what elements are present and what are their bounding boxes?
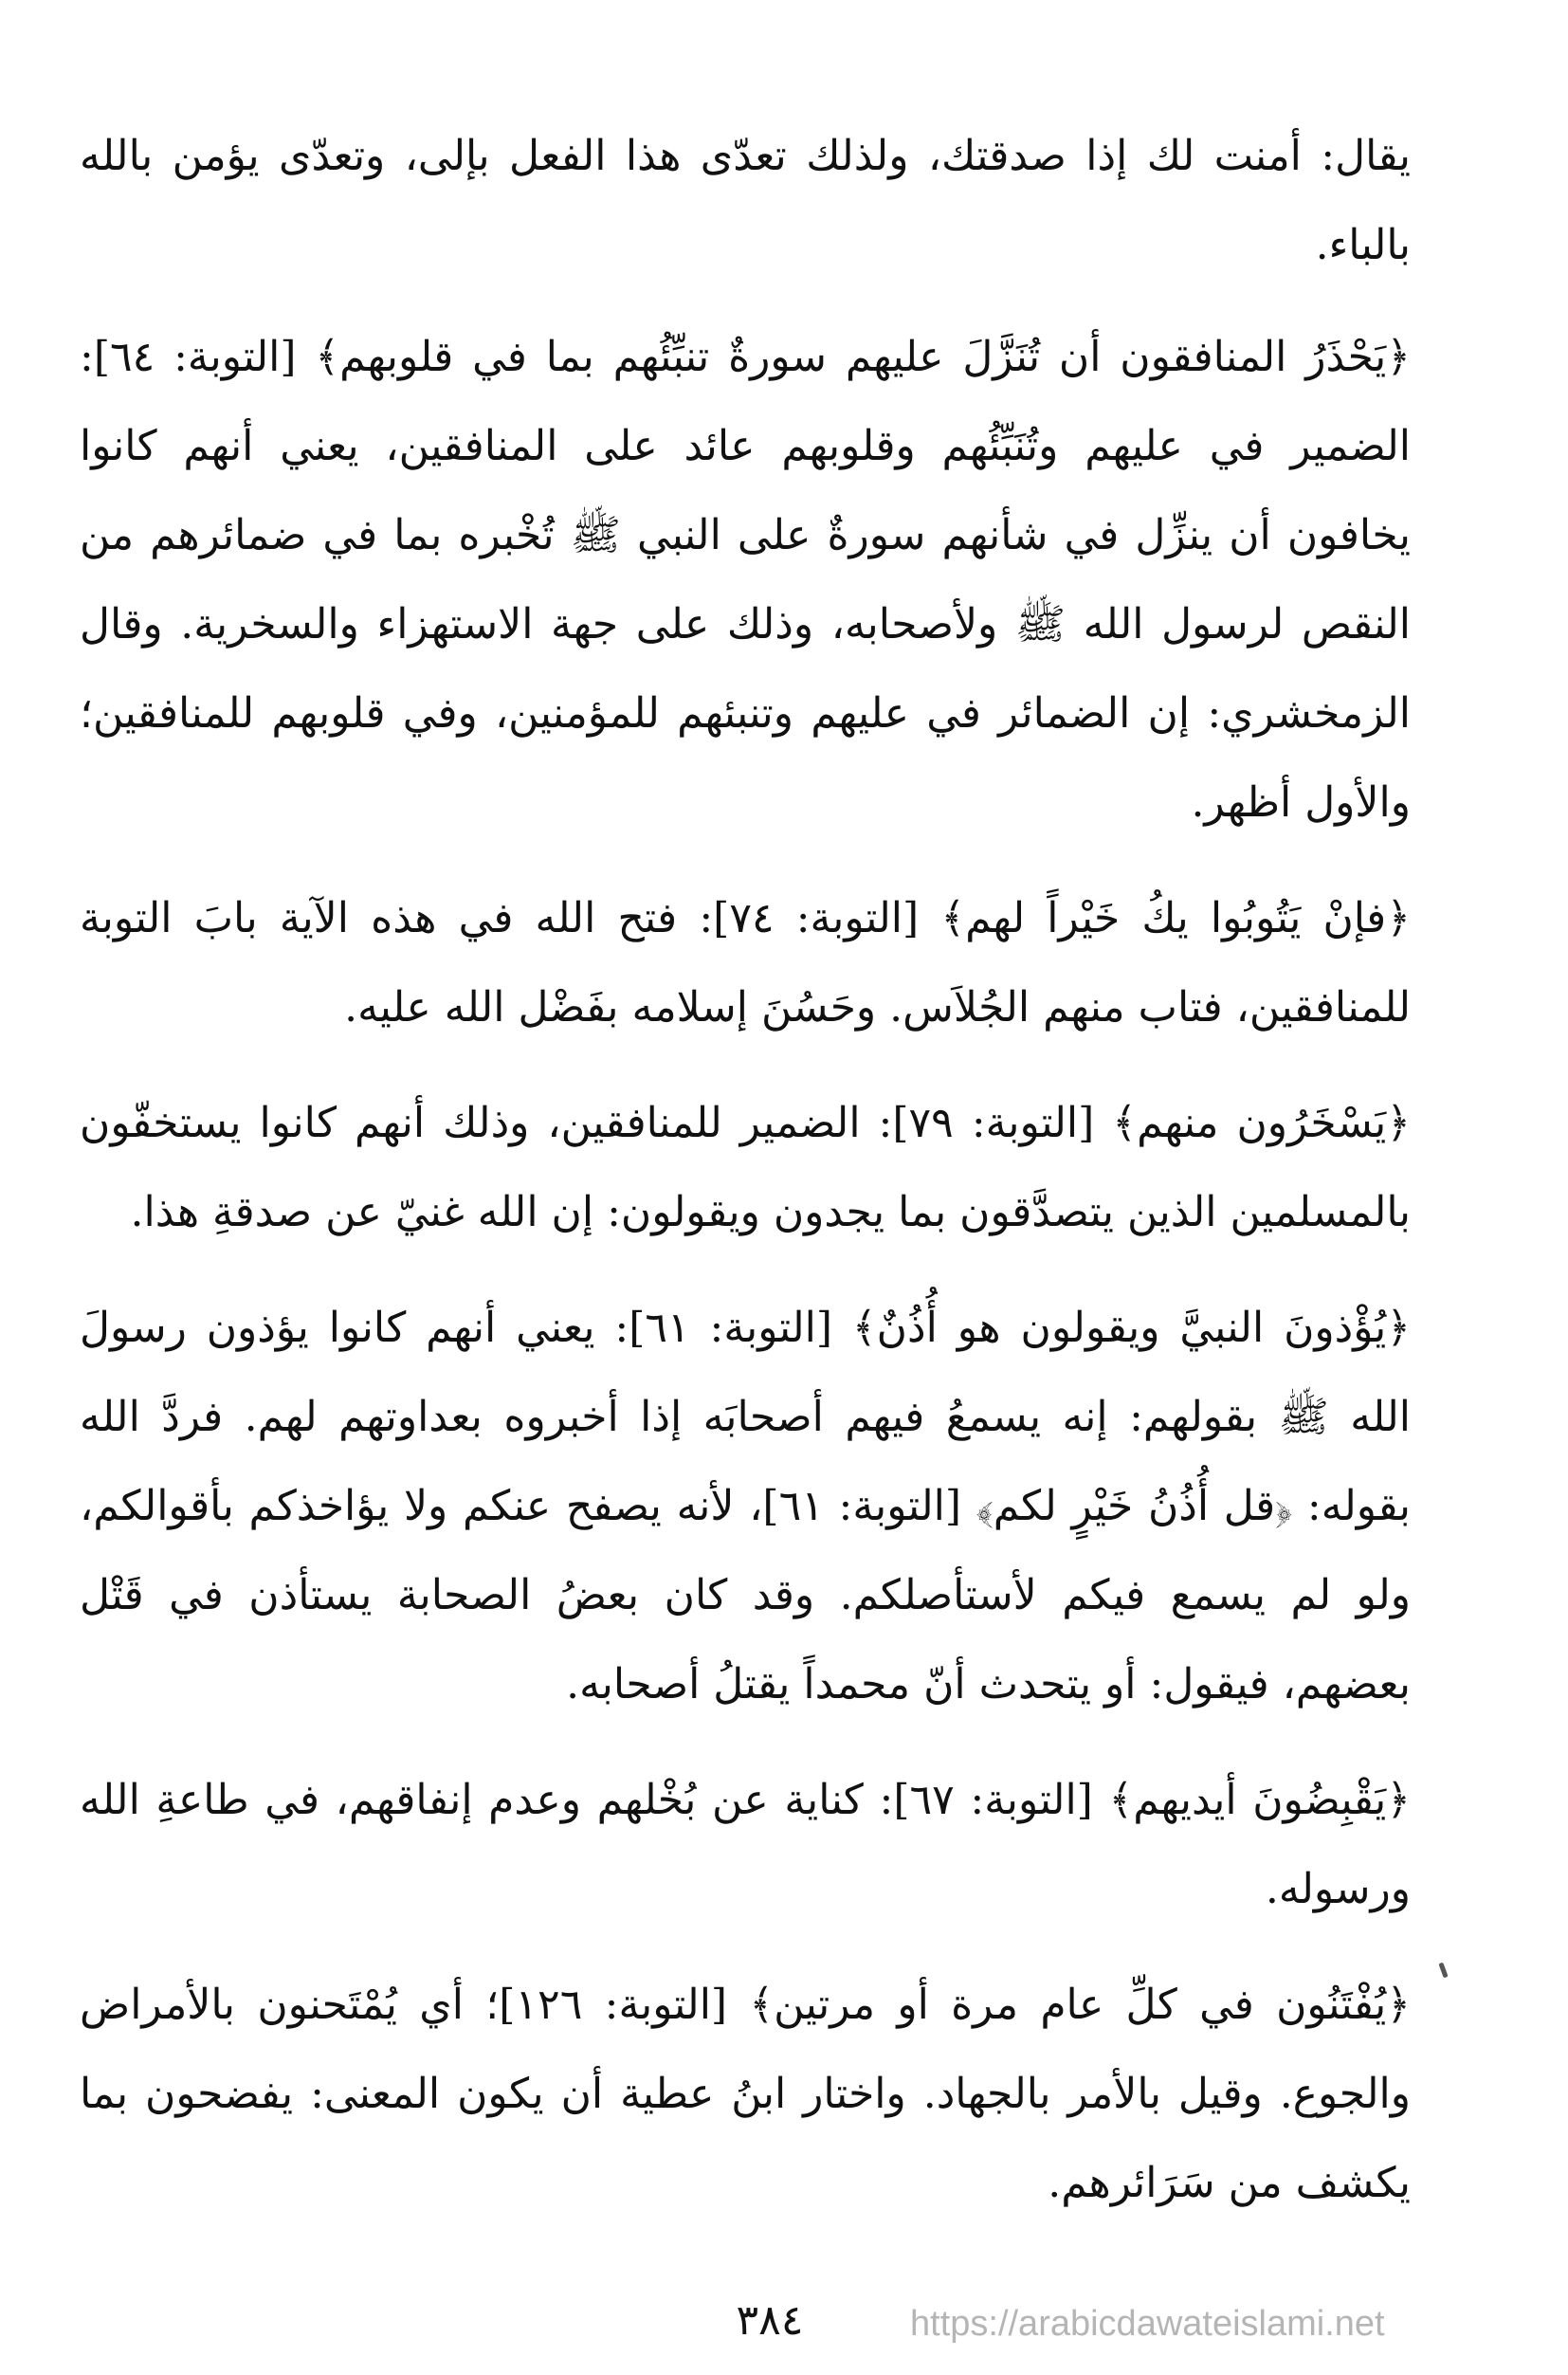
- paragraph-7: ﴿يُفْتَنُون في كلِّ عام مرة أو مرتين﴾ [التوبة: ١٢٦]؛ أي يُمْتَحنون بالأمراض والجوع. وقيل بالأمر بالجهاد. واختار ابنُ عطية أن يكون المعنى: يفضحون بما يكشف من سَرَائرهم.: [80, 1981, 1411, 2207]
- paragraph-1: يقال: أمنت لك إذا صدقتك، ولذلك تعدّى هذا الفعل بإلى، وتعدّى يؤمن بالله بالباء.: [80, 132, 1411, 269]
- page-number: ٣٨٤: [736, 2296, 804, 2345]
- paragraph-5: ﴿يُؤْذونَ النبيَّ ويقولون هو أُذُنٌ﴾ [التوبة: ٦١]: يعني أنهم كانوا يؤذون رسولَ الله ﷺ بقولهم: إنه يسمعُ فيهم أصحابَه إذا أخبروه بعداوتهم لهم. فردَّ الله بقوله: ﴿قل أُذُنُ خَيْرٍ لكم﴾ [التوبة: ٦١]، لأنه يصفح عنكم ولا يؤاخذكم بأقوالكم، ولو لم يسمع فيكم لأستأصلكم. وقد كان بعضُ الصحابة يستأذن في قَتْل بعضهم، فيقول: أو يتحدث أنّ محمداً يقتلُ أصحابه.: [80, 1304, 1411, 1708]
- stray-ink-mark: [1438, 1963, 1448, 1979]
- watermark-url: https://arabicdawateislami.net: [910, 2304, 1385, 2344]
- page-body: [80, 112, 1411, 2255]
- paragraph-6: ﴿يَقْبِضُونَ أيديهم﴾ [التوبة: ٦٧]: كناية عن بُخْلهم وعدم إنفاقهم، في طاعةِ الله ورسوله.: [80, 1776, 1411, 1913]
- paragraph-4: ﴿يَسْخَرُون منهم﴾ [التوبة: ٧٩]: الضمير للمنافقين، وذلك أنهم كانوا يستخفّون بالمسلمين الذين يتصدَّقون بما يجدون ويقولون: إن الله غنيّ عن صدقةِ هذا.: [80, 1099, 1411, 1236]
- paragraph-3: ﴿فإنْ يَتُوبُوا يكُ خَيْراً لهم﴾ [التوبة: ٧٤]: فتح الله في هذه الآية بابَ التوبة للمنافقين، فتاب منهم الجُلاَس. وحَسُنَ إسلامه بفَضْل الله عليه.: [80, 894, 1411, 1032]
- paragraph-2: ﴿يَحْذَرُ المنافقون أن تُنَزَّلَ عليهم سورةٌ تنبِّئُهم بما في قلوبهم﴾ [التوبة: ٦٤]: الضمير في عليهم وتُنَبِّئُهم وقلوبهم عائد على المنافقين، يعني أنهم كانوا يخافون أن ينزِّل في شأنهم سورةٌ على النبي ﷺ تُخْبره بما في ضمائرهم من النقص لرسول الله ﷺ ولأصحابه، وذلك على جهة الاستهزاء والسخرية. وقال الزمخشري: إن الضمائر في عليهم وتنبئهم للمؤمنين، وفي قلوبهم للمنافقين؛ والأول أظهر.: [80, 333, 1411, 827]
